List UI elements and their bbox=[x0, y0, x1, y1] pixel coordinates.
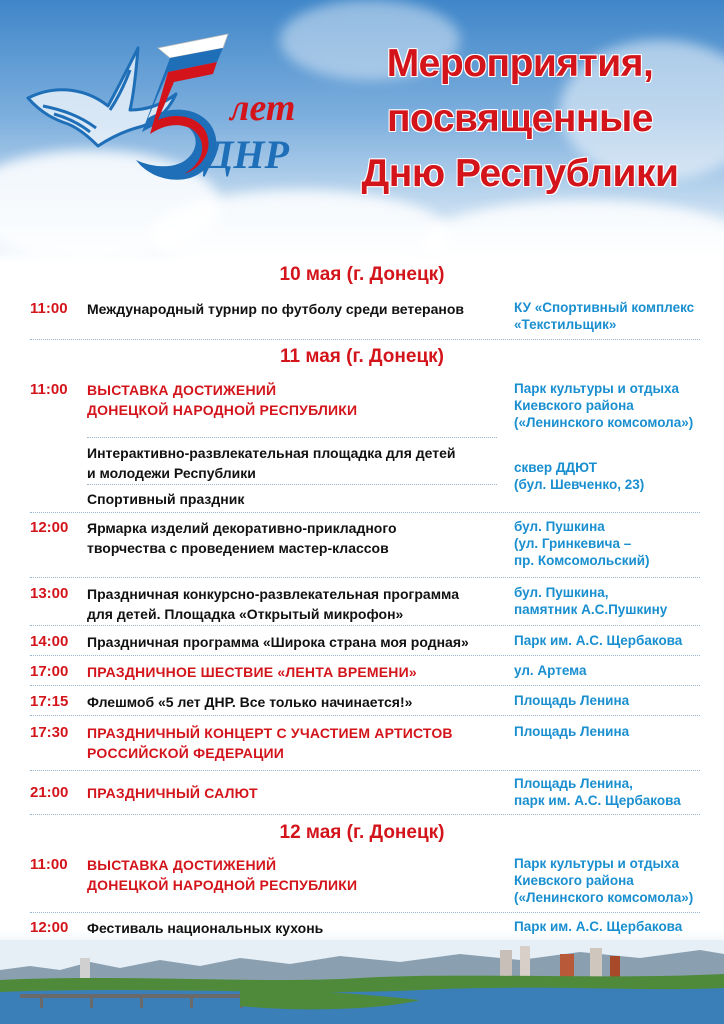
event-title: Интерактивно-развлекательная площадка для детей и молодежи Республики bbox=[87, 445, 456, 481]
event-title: Праздничная конкурсно-развлекательная программа для детей. Площадка «Открытый микрофон» bbox=[87, 586, 460, 622]
city-panorama bbox=[0, 940, 724, 1024]
divider bbox=[87, 484, 497, 485]
event-title: ВЫСТАВКА ДОСТИЖЕНИЙ ДОНЕЦКОЙ НАРОДНОЙ РЕСПУБЛИКИ bbox=[87, 382, 358, 418]
event-time: 13:00 bbox=[30, 585, 69, 602]
event-time: 11:00 bbox=[30, 300, 68, 317]
event-time: 14:00 bbox=[30, 633, 69, 650]
day-heading-may10: 10 мая (г. Донецк) bbox=[279, 264, 445, 285]
day-heading-may12: 12 мая (г. Донецк) bbox=[279, 822, 445, 843]
event-time: 11:00 bbox=[30, 856, 68, 873]
event-title: Фестиваль национальных кухонь bbox=[87, 920, 324, 936]
day-heading-may11: 11 мая (г. Донецк) bbox=[280, 346, 444, 367]
title-line: посвященные bbox=[387, 97, 653, 140]
event-place: бул. Пушкина (ул. Гринкевича – пр. Комсомольский) bbox=[514, 519, 650, 568]
event-place: Площадь Ленина, парк им. А.С. Щербакова bbox=[514, 776, 681, 808]
event-title: ПРАЗДНИЧНОЕ ШЕСТВИЕ «ЛЕНТА ВРЕМЕНИ» bbox=[87, 664, 417, 680]
event-place: Парк им. А.С. Щербакова bbox=[514, 919, 683, 934]
event-title: Международный турнир по футболу среди ветеранов bbox=[87, 301, 464, 317]
page-title bbox=[330, 36, 710, 201]
event-title: Флешмоб «5 лет ДНР. Все только начинается!» bbox=[87, 694, 413, 710]
divider bbox=[30, 685, 700, 686]
event-place: Парк культуры и отдыха Киевского района («Ленинского комсомола») bbox=[514, 381, 694, 430]
logo-word-dnr: ДНР bbox=[206, 132, 289, 177]
event-time: 12:00 bbox=[30, 919, 69, 936]
divider bbox=[30, 814, 700, 815]
divider bbox=[30, 577, 700, 578]
event-place: Площадь Ленина bbox=[514, 693, 630, 708]
event-title: Ярмарка изделий декоративно-прикладного творчества с проведением мастер-классов bbox=[87, 520, 397, 556]
event-title: Спортивный праздник bbox=[87, 491, 245, 507]
event-place: Площадь Ленина bbox=[514, 724, 630, 739]
event-place: сквер ДДЮТ (бул. Шевченко, 23) bbox=[514, 460, 645, 492]
event-time: 17:30 bbox=[30, 724, 69, 741]
divider bbox=[30, 770, 700, 771]
event-time: 17:15 bbox=[30, 693, 69, 710]
dnr-5-years-logo bbox=[18, 28, 318, 188]
divider bbox=[30, 912, 700, 913]
title-line: Дню Республики bbox=[361, 152, 679, 195]
divider bbox=[30, 715, 700, 716]
divider bbox=[30, 625, 700, 626]
divider bbox=[87, 437, 497, 438]
event-place: Парк им. А.С. Щербакова bbox=[514, 633, 683, 648]
event-title: ПРАЗДНИЧНЫЙ САЛЮТ bbox=[87, 785, 258, 801]
divider bbox=[30, 512, 700, 513]
event-time: 21:00 bbox=[30, 784, 69, 801]
event-title: Праздничная программа «Широка страна моя родная» bbox=[87, 634, 469, 650]
event-time: 17:00 bbox=[30, 663, 69, 680]
event-time: 11:00 bbox=[30, 381, 68, 398]
divider bbox=[30, 339, 700, 340]
logo-word-let: лет bbox=[230, 87, 296, 129]
divider bbox=[30, 655, 700, 656]
event-place: Парк культуры и отдыха Киевского района («Ленинского комсомола») bbox=[514, 856, 694, 905]
header bbox=[0, 0, 724, 262]
event-title: ПРАЗДНИЧНЫЙ КОНЦЕРТ С УЧАСТИЕМ АРТИСТОВ РОССИЙСКОЙ ФЕДЕРАЦИИ bbox=[87, 725, 453, 761]
event-place: бул. Пушкина, памятник А.С.Пушкину bbox=[514, 585, 668, 617]
event-place: ул. Артема bbox=[514, 663, 587, 678]
event-place: КУ «Спортивный комплекс «Текстильщик» bbox=[514, 300, 695, 332]
event-title: ВЫСТАВКА ДОСТИЖЕНИЙ ДОНЕЦКОЙ НАРОДНОЙ РЕСПУБЛИКИ bbox=[87, 857, 358, 893]
event-time: 12:00 bbox=[30, 519, 69, 536]
title-line: Мероприятия, bbox=[386, 42, 654, 85]
